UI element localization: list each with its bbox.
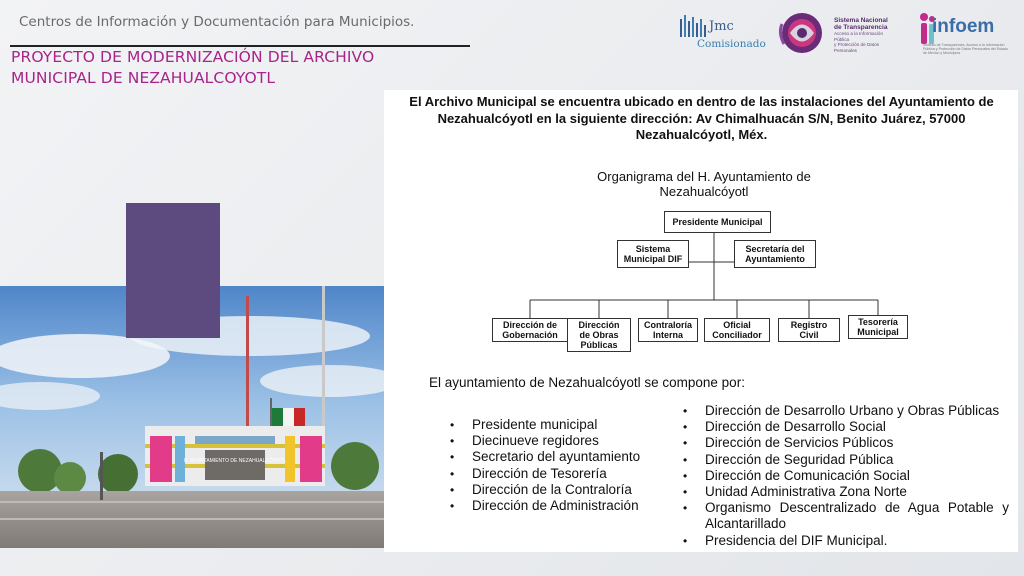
infoem-logo-subtitle: Instituto de Transparencia, Acceso a la Información Pública y Protección de Datos Personales del Estado de México y Municipios [923, 43, 1008, 56]
list-item: • Dirección de Seguridad Pública [683, 452, 1009, 468]
page-title: PROYECTO DE MODERNIZACIÓN DEL ARCHIVO MUNICIPAL DE NEZAHUALCOYOTL [11, 48, 375, 87]
address-paragraph: El Archivo Municipal se encuentra ubicado en dentro de las instalaciones del Ayuntamiento de Nezahualcóyotl en la siguiente dirección: Av Chimalhuacán S/N, Benito Juárez, 57000 Nezahualcóyotl, Méx. [409, 94, 994, 142]
composition-list-left [450, 417, 680, 514]
list-item: • Secretario del ayuntamiento [450, 449, 680, 465]
org-box-tesoreria: Tesorería Municipal [848, 315, 908, 339]
org-box-contraloria: Contraloría Interna [638, 318, 698, 342]
infoem-logo [918, 10, 1014, 56]
snt-logo-title: Sistema Nacional de Transparencia [834, 17, 888, 31]
list-item: • Unidad Administrativa Zona Norte [683, 484, 1009, 500]
header-text: Centros de Información y Documentación para Municipios. [19, 14, 415, 30]
list-item: • Dirección de Administración [450, 498, 680, 514]
list-item: • Dirección de Desarrollo Social [683, 419, 1009, 435]
list-item: • Presidente municipal [450, 417, 680, 433]
document-panel [384, 90, 1018, 552]
list-item: • Dirección de Servicios Públicos [683, 435, 1009, 451]
snt-logo-subtitle: Acceso a la Información Pública y Protección de Datos Personales [834, 31, 884, 53]
barcode-icon [680, 15, 710, 39]
org-box-presidente: Presidente Municipal [664, 211, 771, 233]
jmc-logo-name: Jmc [709, 19, 734, 34]
snt-logo [776, 10, 896, 56]
list-item: • Dirección de Tesorería [450, 466, 680, 482]
list-item: • Dirección de Desarrollo Urbano y Obras Públicas [683, 403, 1009, 419]
jmc-logo-subtitle: Comisionado [697, 38, 766, 50]
org-chart-title: Organigrama del H. Ayuntamiento de Nezahualcóyotl [597, 169, 811, 199]
list-item: • Dirección de la Contraloría [450, 482, 680, 498]
composition-list-right [683, 403, 1009, 549]
org-box-gobernacion: Dirección de Gobernación [492, 318, 568, 342]
list-item: • Dirección de Comunicación Social [683, 468, 1009, 484]
jmc-logo [680, 12, 766, 54]
list-item: • Organismo Descentralizado de Agua Potable y Alcantarillado [683, 500, 1009, 532]
infoem-logo-name: infoem [932, 16, 995, 37]
snt-emblem-icon [776, 10, 830, 56]
building-sign: H. AYUNTAMIENTO DE NEZAHUALCÓYOTL [184, 458, 286, 464]
org-box-obras: Dirección de Obras Públicas [567, 318, 631, 352]
org-box-conciliador: Oficial Conciliador [704, 318, 770, 342]
composition-heading: El ayuntamiento de Nezahualcóyotl se compone por: [429, 375, 745, 390]
org-box-secretaria: Secretaría del Ayuntamiento [734, 240, 816, 268]
list-item: • Diecinueve regidores [450, 433, 680, 449]
list-item: • Presidencia del DIF Municipal. [683, 533, 1009, 549]
org-box-registro: Registro Civil [778, 318, 840, 342]
org-box-dif: Sistema Municipal DIF [617, 240, 689, 268]
decorative-purple-block [126, 203, 220, 338]
